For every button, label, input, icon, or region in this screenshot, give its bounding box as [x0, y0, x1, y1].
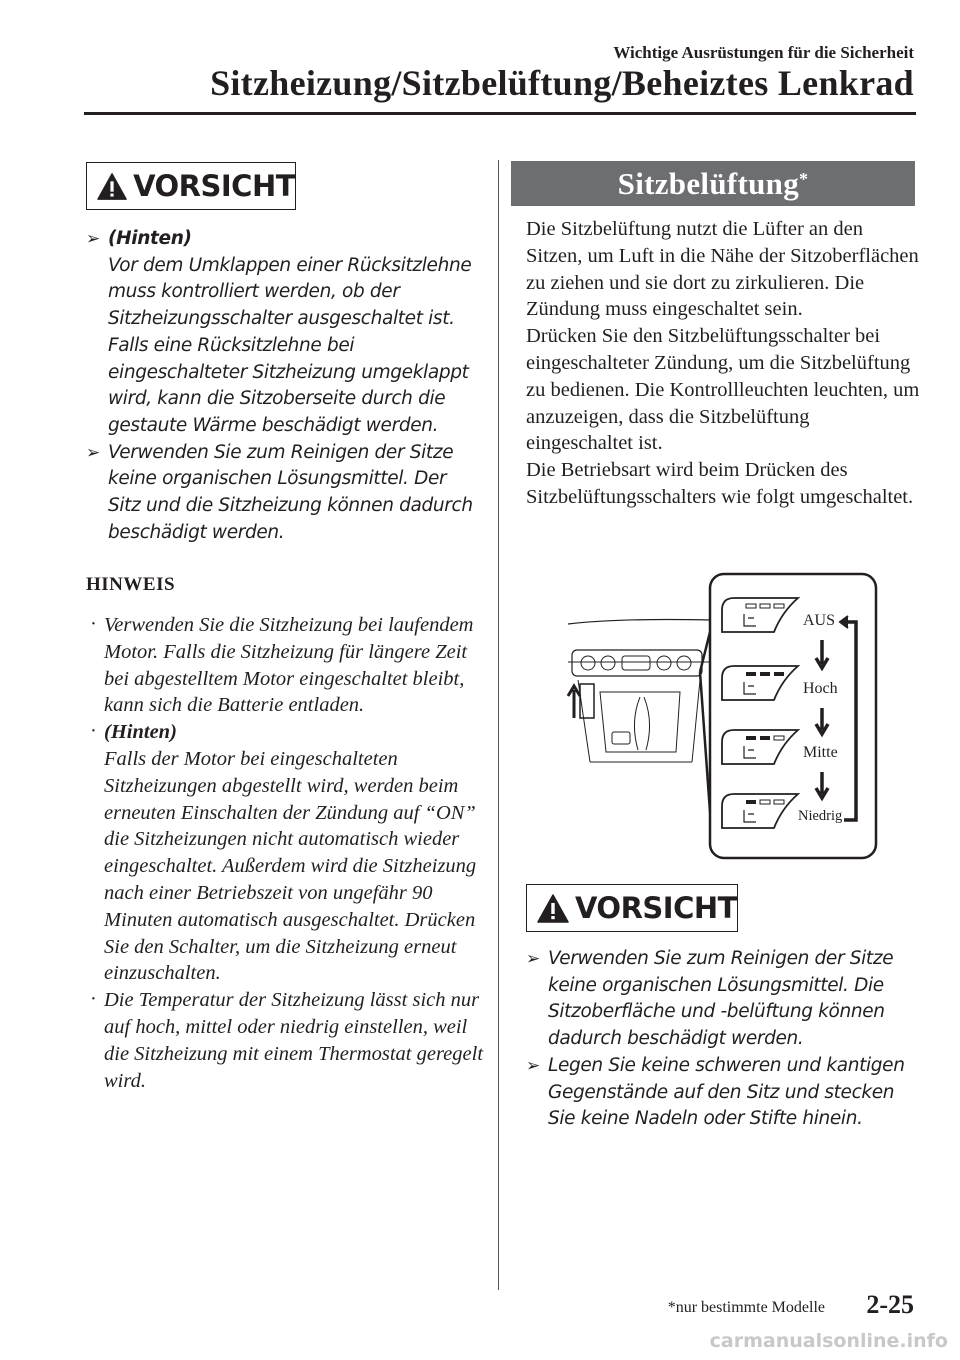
item-text: Legen Sie keine schweren und kantigen Gegenstände auf den Sitz und stecken Sie keine Nadeln oder Stifte hinein.	[548, 1054, 905, 1130]
label-hoch: Hoch	[803, 680, 838, 697]
item-heading: (Hinten)	[104, 721, 177, 744]
footer-note: *nur bestimmte Modelle	[667, 1299, 825, 1316]
paragraph: Drücken Sie den Sitzbelüftungsschalter bei eingeschalteter Zündung, um die Sitzbelüftung zu bedienen. Die Kontrollleuchten leuchten, um anzuzeigen, dass die Sitzbelüftung eingeschaltet ist.	[526, 325, 920, 455]
arrow-bullet-icon: ➢	[86, 442, 100, 463]
ventilation-switch-figure	[560, 572, 880, 862]
list-item	[86, 440, 478, 547]
item-text: Vor dem Umklappen einer Rücksitzlehne muss kontrolliert werden, ob der Sitzheizungsschalter ausgeschaltet ist. Falls eine Rücksitzlehne bei eingeschalteter Sitzheizung umgeklappt wird, kann die Sitzoberseite durch die gestaute Wärme beschädigt werden.	[108, 254, 472, 436]
section-banner	[511, 161, 915, 206]
column-divider	[498, 160, 499, 1290]
label-niedrig: Niedrig	[798, 808, 843, 824]
item-heading: (Hinten)	[108, 228, 192, 249]
warning-triangle-icon	[97, 172, 127, 201]
list-item	[86, 612, 486, 719]
list-item	[526, 1053, 918, 1133]
arrow-bullet-icon: ➢	[86, 229, 100, 249]
warning-triangle-icon	[537, 894, 569, 923]
label-aus: AUS	[803, 612, 836, 629]
page-number: 2-25	[866, 1290, 914, 1319]
arrow-bullet-icon: ➢	[526, 1055, 540, 1076]
item-text: Verwenden Sie zum Reinigen der Sitze keine organischen Lösungsmittel. Der Sitz und die Sitzheizung können dadurch beschädigt werden.	[108, 441, 473, 543]
arrow-bullet-icon: ➢	[526, 949, 540, 969]
section-asterisk: *	[799, 169, 809, 189]
hinweis-title: HINWEIS	[86, 574, 176, 595]
item-text: Verwenden Sie zum Reinigen der Sitze keine organischen Lösungsmittel. Die Sitzoberfläche und -belüftung können dadurch beschädigt werden.	[548, 948, 894, 1050]
body-text	[526, 216, 921, 511]
bullet-dot-icon: ·	[90, 720, 97, 743]
caution-list-right	[526, 946, 918, 1133]
page-title: Sitzheizung/Sitzbelüftung/Beheiztes Lenkrad	[210, 63, 914, 103]
list-item	[86, 226, 478, 440]
bullet-dot-icon: ·	[90, 988, 97, 1011]
item-text: Verwenden Sie die Sitzheizung bei laufendem Motor. Falls die Sitzheizung für längere Zeit bei abgestelltem Motor eingeschaltet bleibt, kann sich die Batterie entladen.	[104, 614, 474, 717]
header-subtitle: Wichtige Ausrüstungen für die Sicherheit	[613, 43, 914, 62]
bullet-dot-icon: ·	[90, 613, 97, 635]
caution-box-right	[526, 884, 738, 932]
caution-box-left	[86, 162, 296, 210]
item-text: Die Temperatur der Sitzheizung lässt sich nur auf hoch, mittel oder niedrig einstellen, weil die Sitzheizung mit einem Thermostat geregelt wird.	[104, 989, 484, 1092]
label-mitte: Mitte	[803, 744, 838, 761]
list-item	[526, 946, 918, 1053]
hinweis-list	[86, 612, 486, 1094]
watermark: carmanualsonline.info	[709, 1330, 948, 1352]
header-rule	[84, 112, 916, 115]
list-item	[86, 719, 486, 987]
list-item	[86, 987, 486, 1094]
section-title: Sitzbelüftung	[617, 165, 799, 201]
paragraph: Die Sitzbelüftung nutzt die Lüfter an den Sitzen, um Luft in die Nähe der Sitzoberflächen zu ziehen und sie dort zu zirkulieren. Die Zündung muss eingeschaltet sein.	[526, 218, 919, 321]
caution-label: VORSICHT	[575, 891, 737, 925]
caution-label: VORSICHT	[133, 169, 295, 203]
paragraph: Die Betriebsart wird beim Drücken des Sitzbelüftungsschalters wie folgt umgeschaltet.	[526, 459, 914, 508]
caution-list-left	[86, 226, 478, 546]
item-text: Falls der Motor bei eingeschalteten Sitzheizungen abgestellt wird, werden beim erneuten Einschalten der Zündung auf “ON” die Sitzheizungen nicht automatisch wieder eingeschaltet. Außerdem wird die Sitzheizung nach einer Betriebszeit von ungefähr 90 Minuten automatisch ausgeschaltet. Drücken Sie den Schalter, um die Sitzheizung erneut einzuschalten.	[104, 747, 477, 985]
